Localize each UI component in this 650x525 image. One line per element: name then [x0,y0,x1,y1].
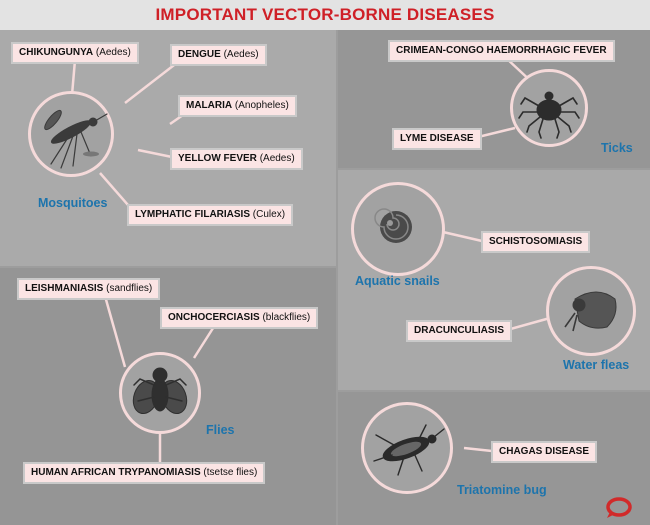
vector-label-triatomine: Triatomine bug [457,483,547,497]
logo-icon [604,496,634,520]
disease-name: CRIMEAN-CONGO HAEMORRHAGIC FEVER [396,45,607,56]
vector-label-snails: Aquatic snails [355,274,440,288]
vector-label-flies: Flies [206,423,235,437]
triatomine-bug-icon [364,405,450,491]
vector-species: (Anopheles) [234,100,289,111]
water-flea-icon [549,269,633,353]
vector-species: (sandflies) [106,283,153,294]
disease-name: YELLOW FEVER [178,153,257,164]
vector-species: (Aedes) [223,49,259,60]
label-dracunculiasis [406,320,512,342]
vector-species: (Aedes) [259,153,295,164]
label-yellow-fever [170,148,303,170]
disease-name: CHAGAS DISEASE [499,446,590,457]
disease-name: DENGUE [178,49,221,60]
disease-name: CHIKUNGUNYA [19,47,94,58]
label-chikungunya [11,42,139,64]
label-onchocerciasis [160,307,318,329]
snail-icon [354,185,442,273]
tick-circle [510,69,588,147]
vector-label-mosquitoes: Mosquitoes [38,196,108,210]
label-lymphatic-filariasis [127,204,293,226]
water-flea-circle [546,266,636,356]
disease-name: SCHISTOSOMIASIS [489,236,583,247]
vector-species: (Culex) [252,209,286,220]
label-crimean-congo [388,40,615,62]
snail-circle [351,182,445,276]
disease-name: HUMAN AFRICAN TRYPANOMIASIS [31,467,201,478]
label-leishmaniasis [17,278,160,300]
disease-name: ONCHOCERCIASIS [168,312,260,323]
disease-name: LEISHMANIASIS [25,283,104,294]
fly-icon [122,355,198,431]
disease-name: DRACUNCULIASIS [414,325,504,336]
disease-name: LYMPHATIC FILARIASIS [135,209,251,220]
disease-name: LYME DISEASE [400,133,474,144]
page-title: IMPORTANT VECTOR-BORNE DISEASES [155,5,495,24]
vector-label-ticks: Ticks [601,141,633,155]
triatomine-circle [361,402,453,494]
fly-circle [119,352,201,434]
tick-icon [513,72,585,144]
disease-name: MALARIA [186,100,233,111]
label-human-african-trypanomiasis [23,462,265,484]
vector-species: (tsetse flies) [203,467,258,478]
label-malaria [178,95,297,117]
vector-species: (Aedes) [95,47,131,58]
label-dengue [170,44,267,66]
mosquito-icon [31,94,111,174]
vector-label-water-fleas: Water fleas [563,358,630,372]
label-chagas-disease [491,441,597,463]
label-schistosomiasis [481,231,590,253]
label-lyme-disease [392,128,482,150]
mosquito-circle [28,91,114,177]
vector-species: (blackflies) [262,312,311,323]
